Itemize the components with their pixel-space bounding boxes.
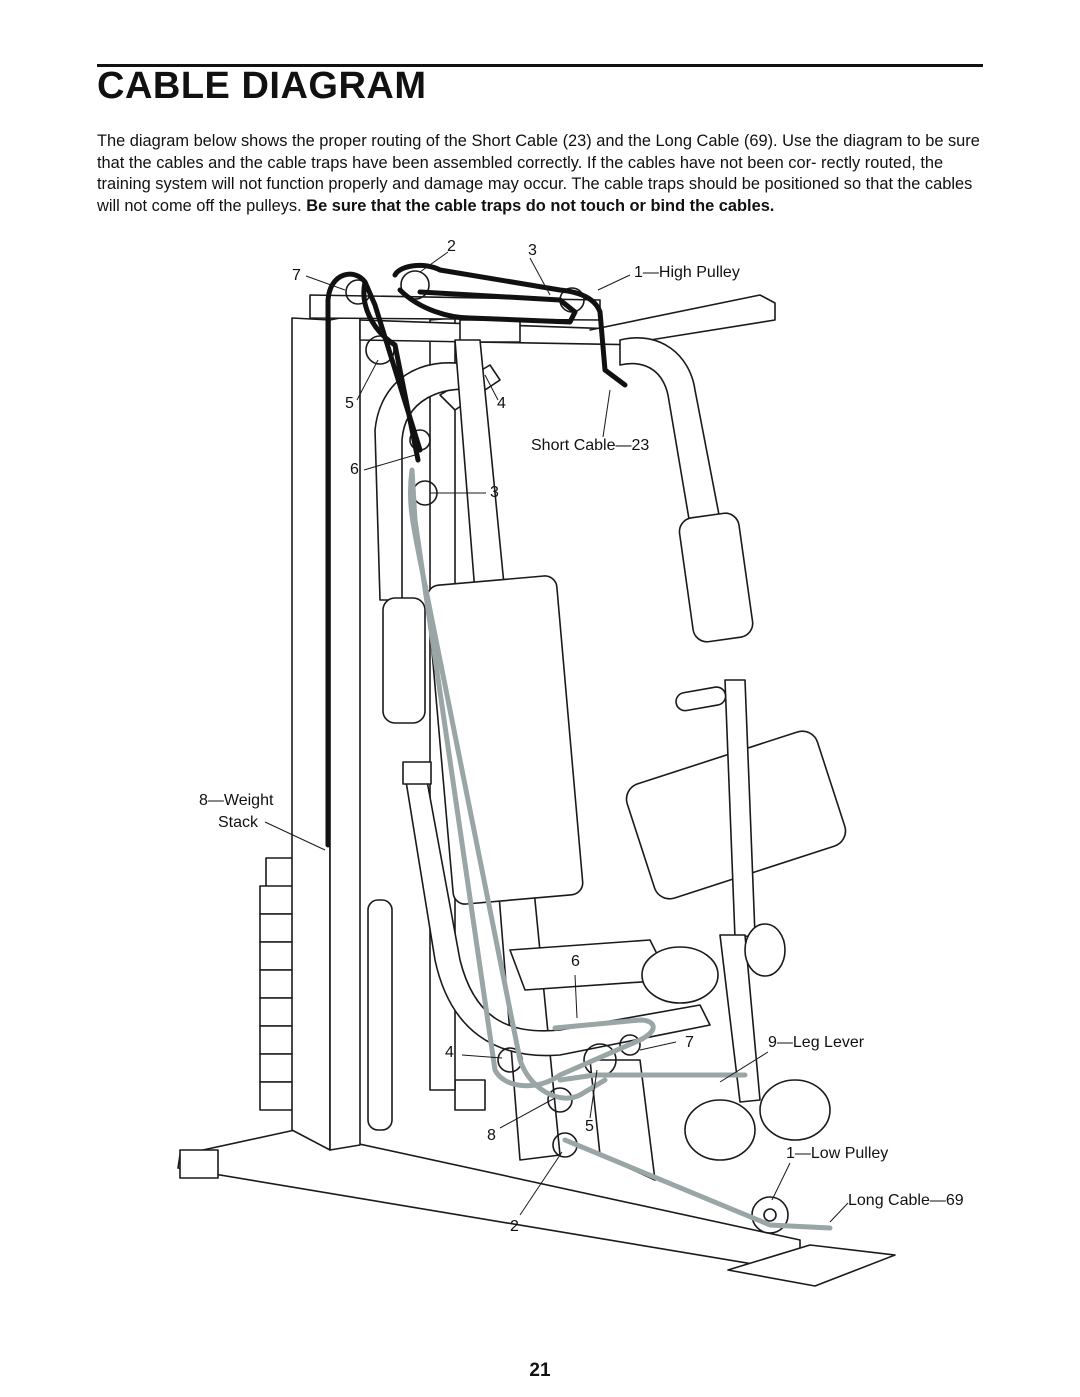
leader-short-cable <box>603 390 610 437</box>
arm-pad-left <box>383 598 425 723</box>
label-4-top: 4 <box>497 395 506 412</box>
press-arm-right-curve <box>620 338 720 525</box>
leader-7-bottom <box>640 1042 676 1050</box>
rear-step <box>455 1080 485 1110</box>
leader-long-cable <box>830 1203 848 1222</box>
label-6-top: 6 <box>350 461 359 478</box>
roller-upper-right <box>745 924 785 976</box>
page-title: CABLE DIAGRAM <box>97 65 427 107</box>
press-arm-right <box>590 295 775 340</box>
leader-high-pulley <box>598 275 630 290</box>
label-6-bottom: 6 <box>571 953 580 970</box>
intro-text: The diagram below shows the proper routing of the Short Cable (23) and the Long Cable (69). Use the diagram to be sure that the cables and the cable traps have been assembled correctly. If the cables have not been cor- rectly routed, the training system will not function properly and damage may occur. The cable traps should be positioned so that the cables will not come off the pulleys. <box>97 132 980 215</box>
label-3-mid: 3 <box>490 484 499 501</box>
label-4-bottom: 4 <box>445 1044 454 1061</box>
label-weight: 8—Weight <box>199 792 274 809</box>
leader-2-bottom <box>520 1152 562 1215</box>
leader-4-bottom <box>462 1055 502 1058</box>
label-8-bottom: 8 <box>487 1127 496 1144</box>
floor-plate <box>728 1245 895 1286</box>
leader-low-pulley <box>772 1163 790 1200</box>
top-bracket <box>460 320 520 342</box>
roller-upper-left <box>642 947 718 1003</box>
label-7-top: 7 <box>292 267 301 284</box>
roller-lower-left <box>685 1100 755 1160</box>
label-high-pulley: 1—High Pulley <box>634 264 740 281</box>
home-gym-illustration <box>0 225 1080 1340</box>
label-stack: Stack <box>218 814 259 831</box>
tower-slot <box>368 900 392 1130</box>
leader-3-top <box>530 258 550 295</box>
frame-cap <box>403 762 431 784</box>
intro-paragraph <box>97 131 983 217</box>
label-5-top: 5 <box>345 395 354 412</box>
weight-tower-front <box>330 314 360 1150</box>
label-leg-lever: 9—Leg Lever <box>768 1034 865 1051</box>
label-2-bottom: 2 <box>510 1218 519 1235</box>
label-2-top: 2 <box>447 238 456 255</box>
label-short-cable: Short Cable—23 <box>531 437 650 454</box>
arm-pad-right <box>678 511 755 643</box>
backrest <box>426 575 583 905</box>
page-number: 21 <box>529 1360 551 1381</box>
label-low-pulley: 1—Low Pulley <box>786 1145 889 1162</box>
label-7-bottom: 7 <box>685 1034 694 1051</box>
roller-lower-right <box>760 1080 830 1140</box>
rear-foot-cap <box>180 1150 218 1178</box>
weight-tower <box>292 318 330 1150</box>
label-long-cable: Long Cable—69 <box>848 1192 964 1209</box>
label-3-top: 3 <box>528 242 537 259</box>
preacher-handle <box>675 686 727 712</box>
preacher-post <box>725 680 755 938</box>
cable-diagram-figure <box>0 225 1080 1340</box>
label-5-bottom: 5 <box>585 1118 594 1135</box>
intro-warning: Be sure that the cable traps do not touch or bind the cables. <box>306 196 775 215</box>
